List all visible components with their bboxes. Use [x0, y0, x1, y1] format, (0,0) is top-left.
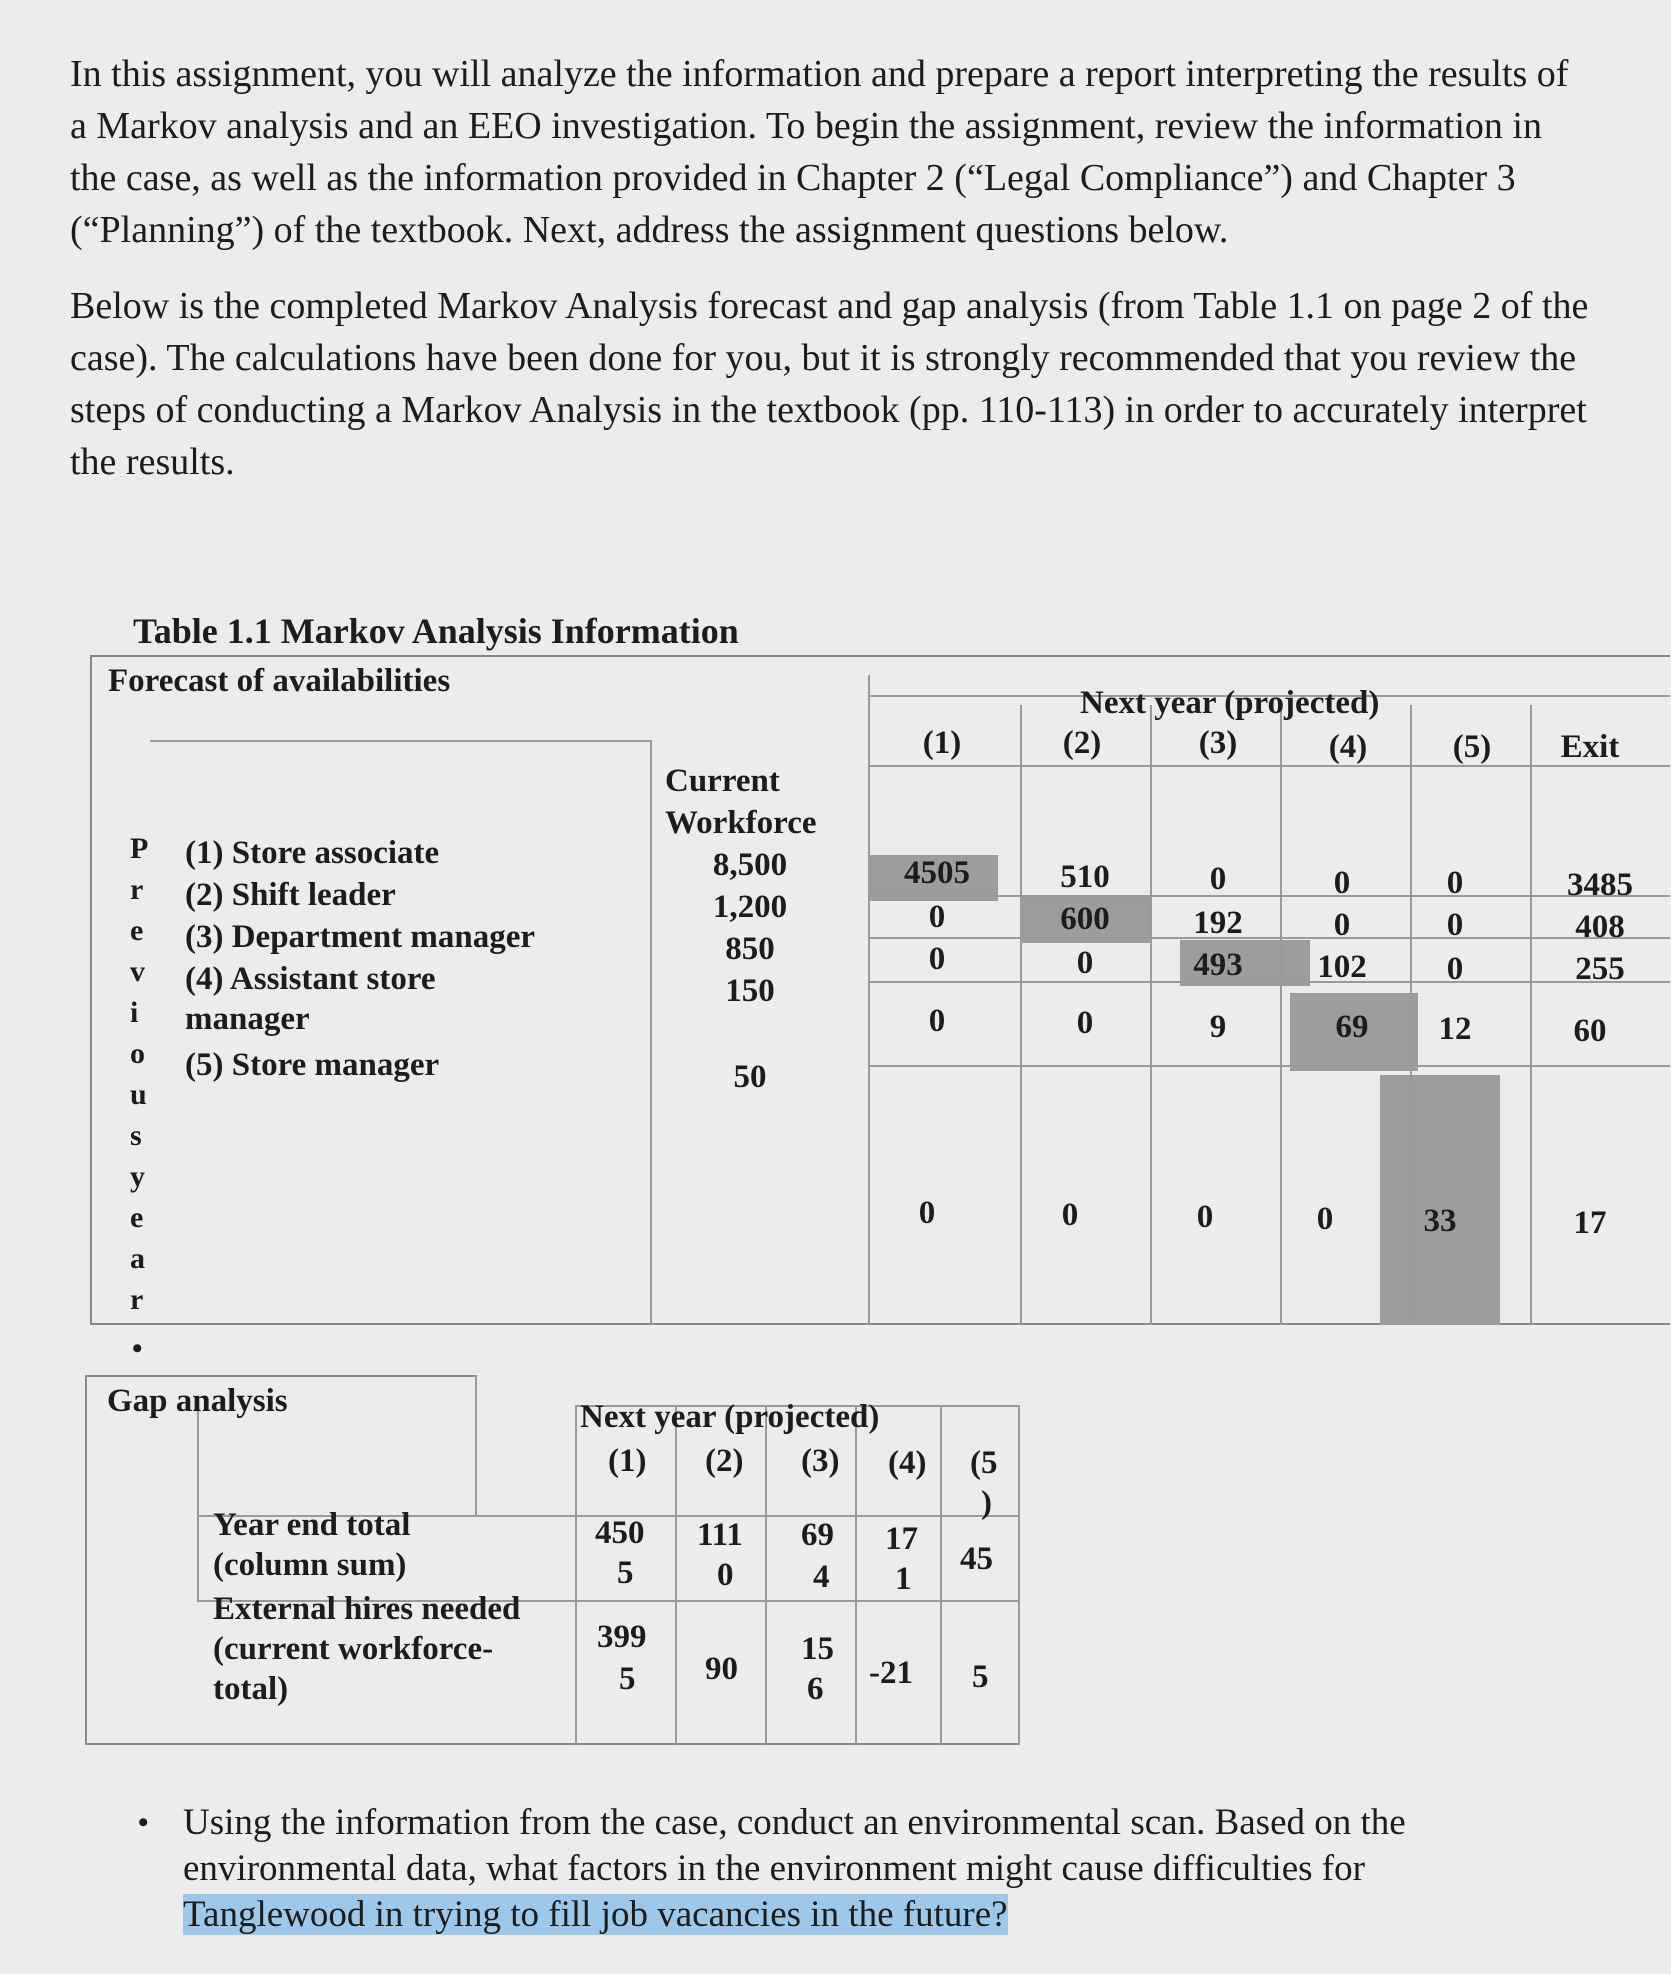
prev-year-letter: P [130, 832, 149, 865]
prev-year-letter: y [130, 1160, 145, 1193]
gap-r1-c2-a: 111 [697, 1517, 743, 1553]
gap-col-header-1: (1) [608, 1443, 647, 1479]
prev-year-letter: o [130, 1037, 145, 1070]
row-label-shift-leader: (2) Shift leader [185, 877, 396, 913]
cell-r4-c4: 69 [1335, 1009, 1369, 1045]
gap-r2-c3-a: 15 [801, 1631, 834, 1667]
next-year-label: Next year (projected) [1080, 685, 1380, 721]
workforce-value: 50 [733, 1059, 767, 1095]
current-workforce-label-2: Workforce [665, 805, 817, 841]
gap-r2-c1-a: 399 [597, 1619, 647, 1655]
table-title: Table 1.1 Markov Analysis Information [133, 611, 739, 651]
col-header-4: (4) [1328, 729, 1368, 765]
cell-r5-c5: 33 [1423, 1203, 1457, 1239]
shade-cell-5 [1380, 1075, 1500, 1325]
cell-r4-c3: 9 [1209, 1009, 1227, 1045]
gap-r1-c4-b: 1 [895, 1561, 912, 1597]
gap-r1-c2-b: 0 [717, 1557, 734, 1593]
question-text: Using the information from the case, conduct an environmental scan. Based on the environmental data, what factors in the environment might cause difficulties for [183, 1802, 1406, 1889]
cell-r4-c1: 0 [928, 1003, 946, 1039]
cell-r2-c3: 192 [1193, 905, 1243, 941]
prev-year-letter: v [130, 955, 145, 988]
gap-col-header-4: (4) [888, 1445, 927, 1481]
gap-r1-c1-a: 450 [595, 1515, 645, 1551]
cell-r1-c5: 0 [1446, 865, 1464, 901]
col-header-5: (5) [1452, 729, 1492, 765]
question-highlighted-text: Tanglewood in trying to fill job vacancies in the future? [183, 1894, 1008, 1935]
gap-r2-c1-b: 5 [619, 1661, 636, 1697]
cell-r3-c1: 0 [928, 941, 946, 977]
cell-r3-c4: 102 [1317, 949, 1367, 985]
gap-row2-label-1: External hires needed [213, 1591, 521, 1627]
cell-r1-c4: 0 [1333, 865, 1351, 901]
cell-r2-c1: 0 [928, 899, 946, 935]
row-label-assistant-store: (4) Assistant store [185, 961, 436, 997]
row-label-department-manager: (3) Department manager [185, 919, 536, 955]
prev-year-letter: s [130, 1119, 142, 1152]
gap-r1-c1-b: 5 [617, 1555, 634, 1591]
cell-r2-c4: 0 [1333, 907, 1351, 943]
workforce-value: 150 [725, 973, 775, 1009]
col-header-2: (2) [1062, 725, 1102, 761]
gap-col-header-3: (3) [801, 1443, 840, 1479]
bullet-icon: • [132, 1332, 143, 1365]
gap-label: Gap analysis [107, 1383, 288, 1419]
prev-year-letter: a [130, 1242, 145, 1275]
workforce-value: 8,500 [712, 847, 788, 883]
cell-r1-exit: 3485 [1567, 867, 1633, 903]
row-label-store-manager: (5) Store manager [185, 1047, 440, 1083]
prev-year-letter: r [130, 1283, 144, 1316]
gap-row1-label-1: Year end total [213, 1507, 411, 1543]
cell-r5-c1: 0 [918, 1195, 936, 1231]
cell-r1-c2: 510 [1060, 859, 1110, 895]
row-label-manager: manager [185, 1001, 310, 1037]
gap-r2-c2: 90 [705, 1651, 738, 1687]
gap-r1-c3-b: 4 [813, 1559, 830, 1595]
prev-year-letter: e [130, 914, 144, 947]
cell-r4-c5: 12 [1438, 1011, 1472, 1047]
gap-row2-label-3: total) [213, 1671, 289, 1707]
prev-year-letter: u [130, 1078, 147, 1111]
cell-r3-c3: 493 [1193, 947, 1243, 983]
gap-analysis-table [85, 1375, 1020, 1745]
markov-paragraph: Below is the completed Markov Analysis forecast and gap analysis (from Table 1.1 on page 2 of the case). The calculations have been done for you, but it is strongly recommended that you review the steps of conducting a Markov Analysis in the textbook (pp. 110-113) in order to accurately interpret the results. [70, 285, 1589, 483]
cell-r1-c3: 0 [1209, 861, 1227, 897]
prev-year-letter: i [130, 996, 139, 1029]
forecast-table [90, 655, 1670, 1325]
gap-r1-c5: 45 [960, 1541, 993, 1577]
cell-r3-c2: 0 [1076, 945, 1094, 981]
cell-r4-exit: 60 [1573, 1013, 1607, 1049]
gap-col-header-5: (5 [970, 1445, 998, 1481]
gap-r2-c5: 5 [972, 1659, 989, 1695]
forecast-label: Forecast of availabilities [108, 663, 451, 699]
cell-r2-exit: 408 [1575, 909, 1625, 945]
cell-r5-c3: 0 [1196, 1199, 1214, 1235]
cell-r3-exit: 255 [1575, 951, 1625, 987]
cell-r2-c2: 600 [1060, 901, 1110, 937]
cell-r3-c5: 0 [1446, 951, 1464, 987]
workforce-value: 1,200 [712, 889, 788, 925]
gap-r1-c3-a: 69 [801, 1517, 834, 1553]
prev-year-letter: r [130, 873, 144, 906]
gap-col-header-2: (2) [705, 1443, 744, 1479]
gap-next-year-label: Next year (projected) [580, 1399, 880, 1435]
gap-col-header-5-close: ) [981, 1485, 992, 1521]
workforce-value: 850 [725, 931, 775, 967]
gap-r2-c3-b: 6 [807, 1671, 824, 1707]
col-header-1: (1) [922, 725, 962, 761]
prev-year-letter: e [130, 1201, 144, 1234]
cell-r2-c5: 0 [1446, 907, 1464, 943]
gap-row1-label-2: (column sum) [213, 1547, 407, 1583]
gap-row2-label-2: (current workforce- [213, 1631, 494, 1667]
gap-r2-c4: -21 [869, 1655, 913, 1691]
cell-r5-c4: 0 [1316, 1201, 1334, 1237]
col-header-3: (3) [1198, 725, 1238, 761]
col-header-exit: Exit [1560, 729, 1620, 765]
assignment-question [183, 1800, 1443, 1938]
cell-r5-c2: 0 [1061, 1197, 1079, 1233]
row-label-store-associate: (1) Store associate [185, 835, 440, 871]
current-workforce-label-1: Current [665, 763, 780, 799]
cell-r1-c1: 4505 [904, 855, 970, 891]
bullet-icon: • [138, 1806, 149, 1839]
gap-r1-c4-a: 17 [885, 1521, 918, 1557]
cell-r4-c2: 0 [1076, 1005, 1094, 1041]
cell-r5-exit: 17 [1573, 1205, 1607, 1241]
intro-paragraph: In this assignment, you will analyze the information and prepare a report interpreting the results of a Markov analysis and an EEO investigation. To begin the assignment, review the information in the case, as well as the information provided in Chapter 2 (“Legal Compliance”) and Chapter 3 (“Planning”) of the textbook. Next, address the assignment questions below. [70, 53, 1569, 251]
